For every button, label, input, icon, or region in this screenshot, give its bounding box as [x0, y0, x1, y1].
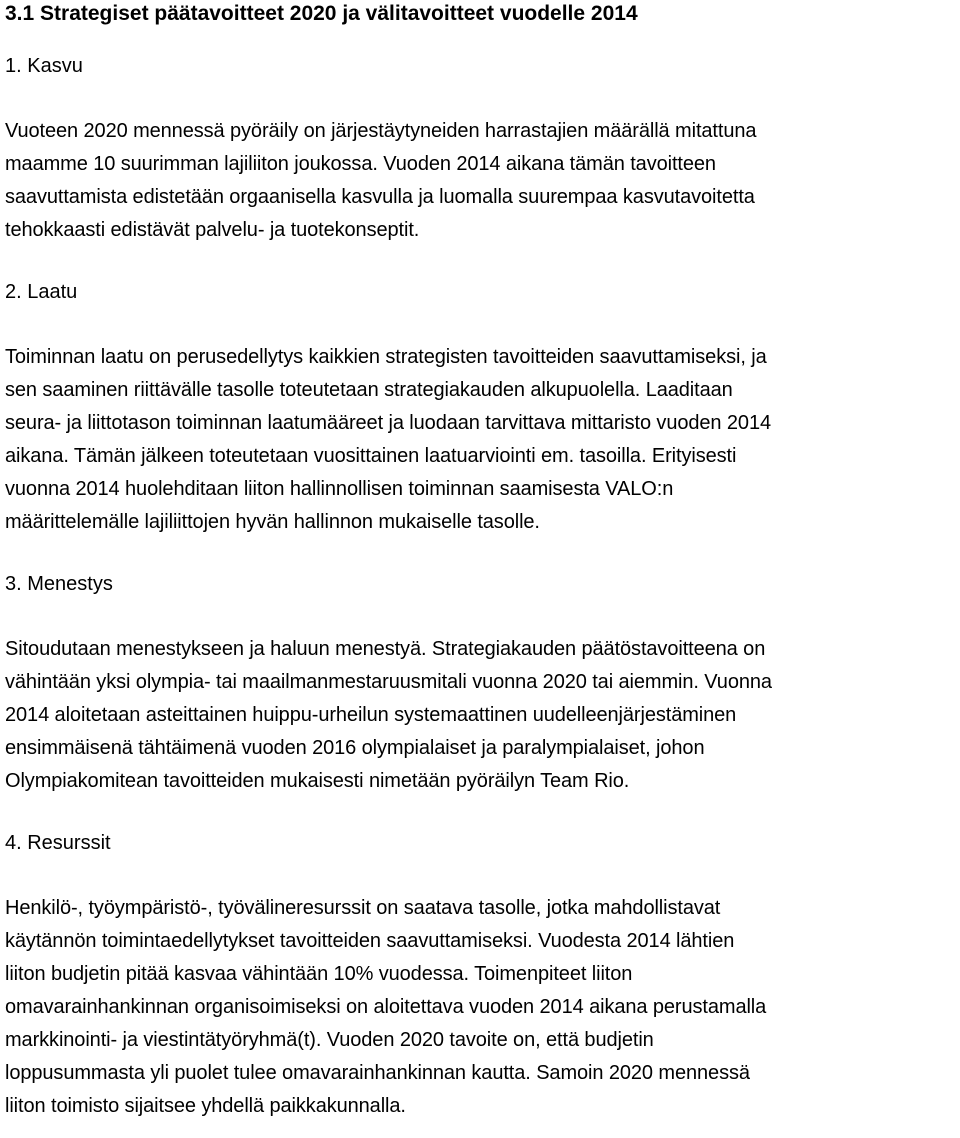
- paragraph-line: Vuoteen 2020 mennessä pyöräily on järjestäytyneiden harrastajien määrällä mitattuna: [5, 120, 757, 142]
- paragraph-line: liiton budjetin pitää kasvaa vähintään 10% vuodessa. Toimenpiteet liiton: [5, 963, 633, 985]
- paragraph-line: aikana. Tämän jälkeen toteutetaan vuosittainen laatuarviointi em. tasoilla. Erityisesti: [5, 445, 737, 467]
- page-title: 3.1 Strategiset päätavoitteet 2020 ja välitavoitteet vuodelle 2014: [5, 2, 638, 25]
- paragraph-line: maamme 10 suurimman lajiliiton joukossa. Vuoden 2014 aikana tämän tavoitteen: [5, 153, 716, 175]
- paragraph-line: markkinointi- ja viestintätyöryhmä(t). Vuoden 2020 tavoite on, että budjetin: [5, 1029, 654, 1051]
- section-paragraph: [5, 633, 955, 798]
- paragraph-line: Henkilö-, työympäristö-, työvälineresurssit on saatava tasolle, jotka mahdollistavat: [5, 897, 721, 919]
- paragraph-line: Toiminnan laatu on perusedellytys kaikkien strategisten tavoitteiden saavuttamiseksi, ja: [5, 346, 767, 368]
- paragraph-line: vuonna 2014 huolehditaan liiton hallinnollisen toiminnan saamisesta VALO:n: [5, 478, 674, 500]
- paragraph-line: vähintään yksi olympia- tai maailmanmestaruusmitali vuonna 2020 tai aiemmin. Vuonna: [5, 671, 772, 693]
- section-heading: 2. Laatu: [5, 281, 78, 303]
- paragraph-line: Olympiakomitean tavoitteiden mukaisesti nimetään pyöräilyn Team Rio.: [5, 770, 630, 792]
- section-heading: 1. Kasvu: [5, 55, 83, 77]
- section-laatu: [5, 276, 955, 539]
- paragraph-line: saavuttamista edistetään orgaanisella kasvulla ja luomalla suurempaa kasvutavoitetta: [5, 186, 755, 208]
- paragraph-line: ensimmäisenä tähtäimenä vuoden 2016 olympialaiset ja paralympialaiset, johon: [5, 737, 705, 759]
- section-resurssit: [5, 827, 955, 1123]
- section-paragraph: [5, 341, 955, 539]
- section-heading: 4. Resurssit: [5, 832, 111, 854]
- section-kasvu: [5, 50, 955, 247]
- paragraph-line: sen saaminen riittävälle tasolle toteutetaan strategiakauden alkupuolella. Laaditaan: [5, 379, 733, 401]
- paragraph-line: 2014 aloitetaan asteittainen huippu-urheilun systemaattinen uudelleenjärjestäminen: [5, 704, 737, 726]
- paragraph-line: loppusummasta yli puolet tulee omavarainhankinnan kautta. Samoin 2020 mennessä: [5, 1062, 750, 1084]
- paragraph-line: käytännön toimintaedellytykset tavoitteiden saavuttamiseksi. Vuodesta 2014 lähtien: [5, 930, 735, 952]
- section-paragraph: [5, 892, 955, 1123]
- section-paragraph: [5, 115, 955, 247]
- paragraph-line: Sitoudutaan menestykseen ja haluun menestyä. Strategiakauden päätöstavoitteena on: [5, 638, 766, 660]
- paragraph-line: omavarainhankinnan organisoimiseksi on aloitettava vuoden 2014 aikana perustamalla: [5, 996, 767, 1018]
- paragraph-line: liiton toimisto sijaitsee yhdellä paikkakunnalla.: [5, 1095, 406, 1117]
- section-menestys: [5, 568, 955, 798]
- paragraph-line: tehokkaasti edistävät palvelu- ja tuotekonseptit.: [5, 219, 420, 241]
- document-page: [5, 0, 955, 1123]
- section-heading: 3. Menestys: [5, 573, 113, 595]
- paragraph-line: määrittelemälle lajiliittojen hyvän hallinnon mukaiselle tasolle.: [5, 511, 540, 533]
- paragraph-line: seura- ja liittotason toiminnan laatumääreet ja luodaan tarvittava mittaristo vuoden 2014: [5, 412, 771, 434]
